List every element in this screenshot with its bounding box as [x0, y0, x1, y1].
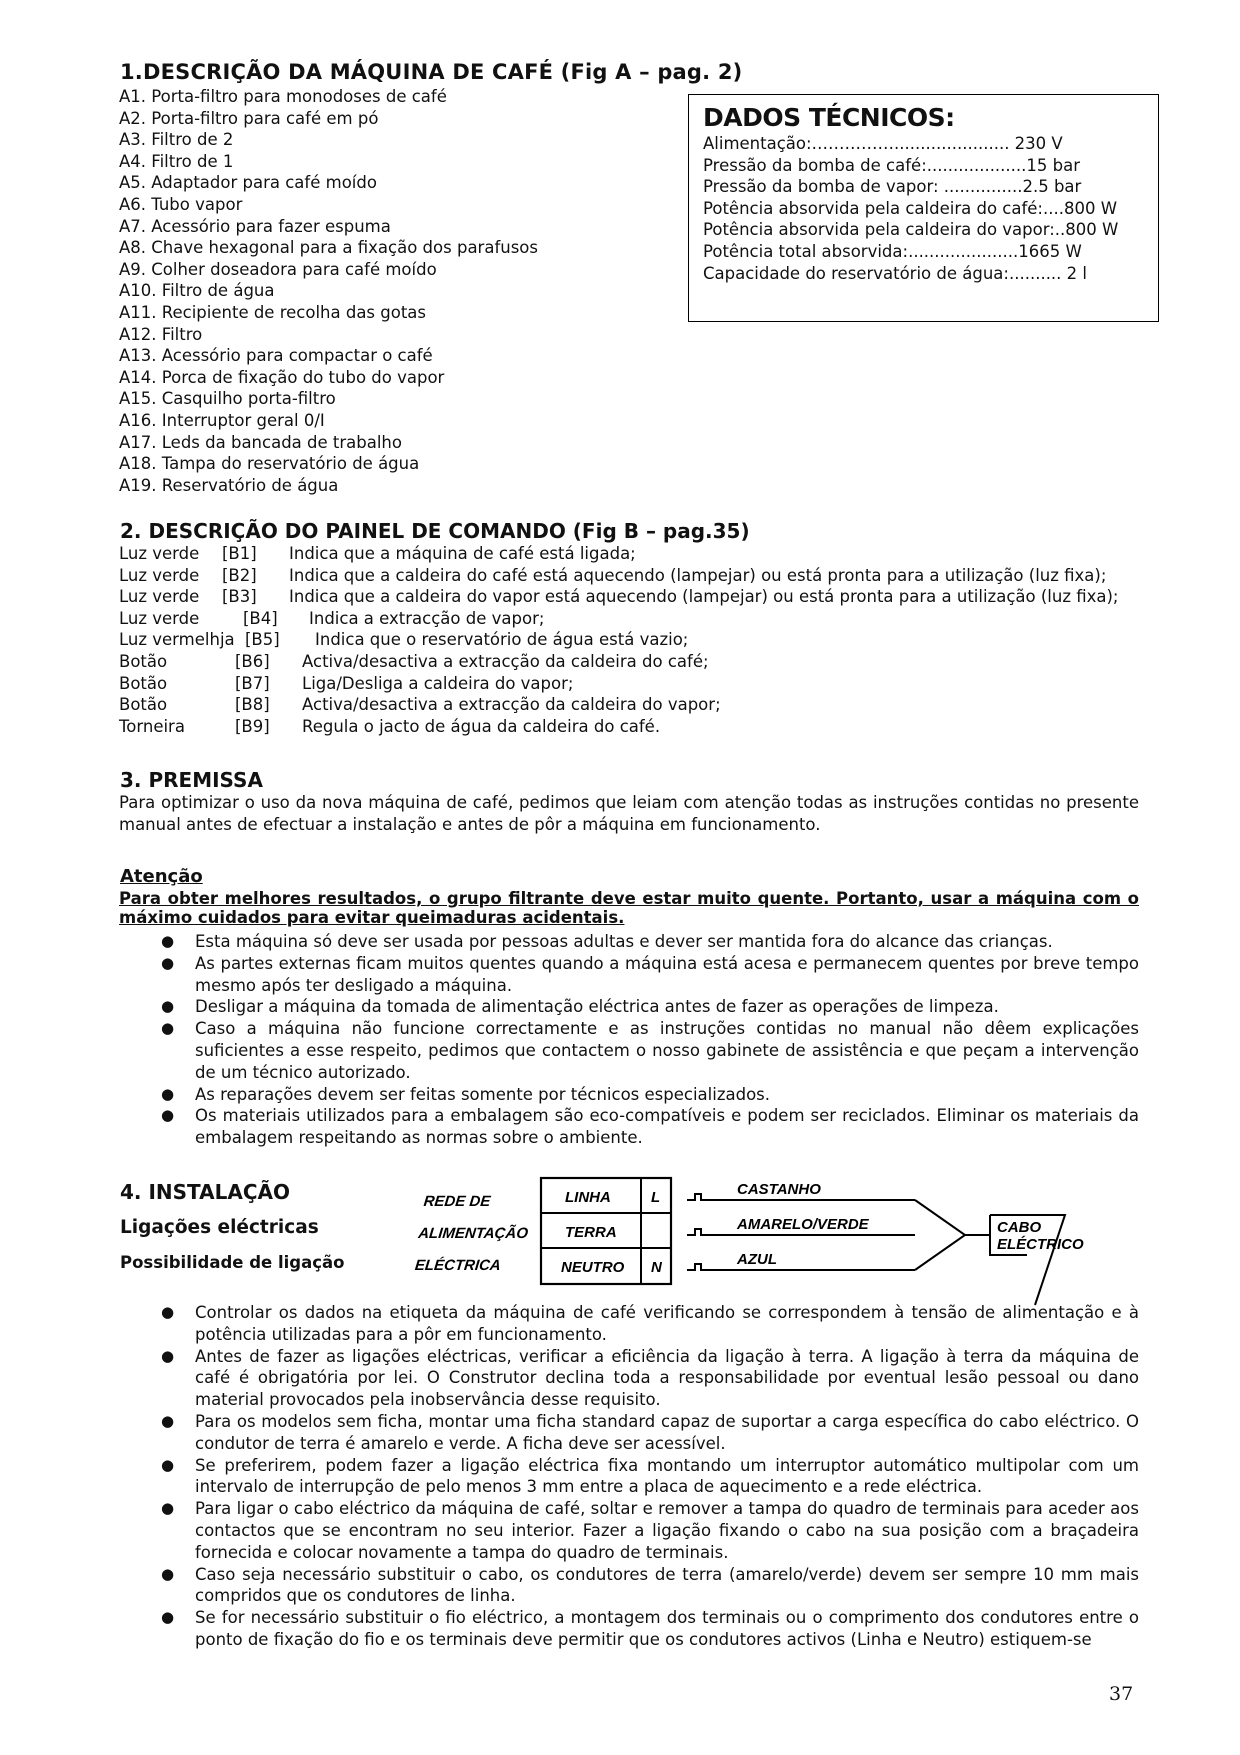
- list-item: A4. Filtro de 1: [119, 151, 234, 171]
- bullet-icon: ●: [161, 1455, 175, 1474]
- list-item: A7. Acessório para fazer espuma: [119, 216, 391, 236]
- bullet-icon: ●: [161, 1303, 175, 1321]
- row-desc: Indica a extracção de vapor;: [309, 608, 545, 628]
- row-desc: Indica que a caldeira do vapor está aquecendo (lampejar) ou está pronta para a utilização (luz fixa);: [289, 587, 1119, 607]
- row-type: Luz verde: [119, 544, 200, 563]
- list-item: A19. Reservatório de água: [119, 475, 339, 495]
- table-row: [119, 608, 545, 630]
- row-desc: Indica que a caldeira do café está aquecendo (lampejar) ou está pronta para a utilização (luz fixa);: [289, 565, 1107, 585]
- table-row: [119, 543, 636, 565]
- bullet-icon: ●: [161, 1346, 175, 1365]
- list-item: A11. Recipiente de recolha das gotas: [119, 302, 427, 322]
- bullet-icon: ●: [161, 932, 175, 950]
- bullet-icon: ●: [161, 1608, 175, 1627]
- list-item: ● Caso seja necessário substituir o cabo, os condutores de terra (amarelo/verde) devem ser sempre 10 mm mais compridos que os condutores de linha.: [161, 1564, 1139, 1606]
- row-desc: Regula o jacto de água da caldeira do café.: [302, 716, 661, 736]
- tech-line: Potência absorvida pela caldeira do vapor:..800 W: [703, 220, 1119, 240]
- cable-label-line: ELÉCTRICO: [997, 1236, 1084, 1253]
- list-item: A12. Filtro: [119, 324, 203, 344]
- tech-line: Alimentação:……………...................... 230 V: [703, 134, 1063, 153]
- table-row: [119, 673, 574, 695]
- connector-icon: [687, 1264, 723, 1270]
- bullet-icon: ●: [161, 1499, 175, 1518]
- electrical-connections-heading: Ligações eléctricas: [120, 1217, 319, 1238]
- list-item: ● Se preferirem, podem fazer a ligação eléctrica fixa montando um interruptor automático multipolar com um intervalo de interrupção de pelo menos 3 mm entre a placa de aquecimento e a rede eléctrica.: [161, 1455, 1139, 1497]
- wiring-diagram: [414, 1170, 1084, 1306]
- list-item: A1. Porta-filtro para monodoses de café: [119, 87, 447, 106]
- section1-heading: 1.DESCRIÇÃO DA MÁQUINA DE CAFÉ (Fig A – pag. 2): [120, 60, 743, 84]
- list-item: A10. Filtro de água: [119, 281, 275, 301]
- table-row: [119, 716, 661, 738]
- row-code: [B6]: [235, 652, 270, 671]
- list-item: ● Antes de fazer as ligações eléctricas, verificar a eficiência da ligação à terra. A ligação à terra da máquina de café é obrigatória por lei. O Construtor declina toda a responsabilidade por eventual lesão pessoal ou dano material provocados pela inobservância desse requisito.: [161, 1346, 1139, 1410]
- terminal-letter: L: [651, 1189, 661, 1206]
- connector-icon: [687, 1229, 723, 1235]
- wire-color-label: AZUL: [737, 1251, 777, 1268]
- bullet-icon: ●: [161, 1019, 175, 1038]
- row-type: Luz verde: [119, 587, 200, 607]
- list-item: A6. Tubo vapor: [119, 194, 243, 214]
- list-item: ● Os materiais utilizados para a embalagem são eco-compatíveis e podem ser reciclados. Eliminar os materiais da embalagem respeitando as normas sobre o ambiente.: [161, 1106, 1139, 1148]
- row-code: [B3]: [222, 587, 257, 607]
- bullet-icon: ●: [161, 1106, 175, 1125]
- row-code: [B4]: [243, 608, 278, 628]
- tech-line: Capacidade do reservatório de água:.......... 2 l: [703, 263, 1087, 283]
- bullet-icon: ●: [161, 1084, 175, 1103]
- list-item: A14. Porca de fixação do tubo do vapor: [119, 367, 445, 387]
- tech-line: Potência absorvida pela caldeira do café:....800 W: [703, 198, 1118, 218]
- list-item: A18. Tampa do reservatório de água: [119, 454, 420, 474]
- attention-heading: Atenção: [120, 866, 203, 887]
- bullet-icon: ●: [161, 953, 175, 972]
- row-code: [B2]: [222, 565, 257, 585]
- premissa-paragraph: Para optimizar o uso da nova máquina de café, pedimos que leiam com atenção todas as instruções contidas no presente manual antes de efectuar a instalação e antes de pôr a máquina em funcionamento.: [119, 793, 1139, 834]
- row-code: [B7]: [235, 673, 270, 693]
- mains-label-line: ALIMENTAÇÃO: [417, 1225, 529, 1242]
- row-code: [B9]: [235, 716, 270, 736]
- attention-warning: Para obter melhores resultados, o grupo filtrante deve estar muito quente. Portanto, usar a máquina com o máximo cuidados para evitar queimaduras acidentais.: [119, 889, 1139, 927]
- list-item: A15. Casquilho porta-filtro: [119, 389, 336, 409]
- row-desc: Activa/desactiva a extracção da caldeira do vapor;: [302, 695, 721, 715]
- list-item: ● Caso a máquina não funcione correctamente e as instruções contidas no manual não dêem explicações suficientes a esse respeito, pedimos que contactem o nosso gabinete de assistência e que peçam a intervenção de um técnico autorizado.: [161, 1019, 1139, 1082]
- bullet-icon: ●: [161, 1564, 175, 1583]
- list-item: ● Para ligar o cabo eléctrico da máquina de café, soltar e remover a tampa do quadro de terminais para aceder aos contactos que se encontram no seu interior. Fazer a ligação fixando o cabo na sua posição com a braçadeira fornecida e colocar novamente a tampa do quadro de terminais.: [161, 1499, 1139, 1562]
- row-type: Torneira: [119, 716, 185, 736]
- list-item: A2. Porta-filtro para café em pó: [119, 108, 379, 128]
- connector-icon: [687, 1194, 723, 1200]
- connector-icons: [687, 1194, 723, 1270]
- terminal-name: NEUTRO: [561, 1259, 625, 1276]
- row-type: Luz vermelhja: [119, 630, 235, 650]
- wire-color-label: CASTANHO: [737, 1181, 821, 1198]
- list-item: ● Esta máquina só deve ser usada por pessoas adultas e dever ser mantida fora do alcance das crianças.: [161, 932, 1053, 951]
- list-item: ● Desligar a máquina da tomada de alimentação eléctrica antes de fazer as operações de limpeza.: [161, 997, 999, 1017]
- tech-line: Pressão da bomba de vapor: ...............2.5 bar: [703, 177, 1082, 197]
- list-item: ● As reparações devem ser feitas somente por técnicos especializados.: [161, 1084, 771, 1104]
- row-code: [B8]: [235, 695, 270, 715]
- list-item: ● Se for necessário substituir o fio eléctrico, a montagem dos terminais ou o comprimento dos condutores entre o ponto de fixação do fio e os terminais deve permitir que os condutores activos (Linha e Neutro) estiquem-se: [161, 1608, 1139, 1649]
- list-item: A3. Filtro de 2: [119, 130, 234, 150]
- row-type: Luz verde: [119, 608, 200, 628]
- row-type: Botão: [119, 695, 168, 715]
- table-row: [119, 629, 689, 651]
- list-item: A16. Interruptor geral 0/I: [119, 410, 325, 430]
- connection-possibility-heading: Possibilidade de ligação: [120, 1253, 345, 1272]
- list-item: A5. Adaptador para café moído: [119, 173, 377, 193]
- attention-bullets: [161, 931, 1139, 1149]
- technical-data-box: [688, 94, 1159, 322]
- table-row: [119, 565, 1107, 587]
- mains-label-line: ELÉCTRICA: [414, 1257, 502, 1274]
- list-item: A8. Chave hexagonal para a fixação dos parafusos: [119, 238, 539, 258]
- parts-list: [119, 86, 538, 496]
- row-desc: Liga/Desliga a caldeira do vapor;: [302, 673, 574, 693]
- tech-line: Potência total absorvida:.....................1665 W: [703, 241, 1082, 261]
- list-item: ● Para os modelos sem ficha, montar uma ficha standard capaz de suportar a carga específica do cabo eléctrico. O condutor de terra é amarelo e verde. A ficha deve ser acessível.: [161, 1411, 1139, 1453]
- panel-table: [119, 543, 1139, 743]
- list-item: ● As partes externas ficam muitos quentes quando a máquina está acesa e permanecem quentes por breve tempo mesmo após ter desligado a máquina.: [161, 953, 1139, 995]
- terminal-letter: N: [651, 1259, 662, 1276]
- row-code: [B1]: [222, 544, 257, 563]
- list-item: A17. Leds da bancada de trabalho: [119, 432, 402, 452]
- tech-line: Pressão da bomba de café:...................15 bar: [703, 155, 1081, 175]
- cable-label-line: CABO: [997, 1219, 1042, 1236]
- terminal-name: LINHA: [565, 1189, 611, 1206]
- row-type: Botão: [119, 673, 168, 693]
- table-row: [119, 694, 721, 716]
- row-type: Luz verde: [119, 565, 200, 585]
- mains-label-line: REDE DE: [422, 1193, 492, 1210]
- row-desc: Indica que a máquina de café está ligada;: [289, 544, 636, 563]
- row-code: [B5]: [245, 630, 280, 650]
- table-row: [119, 586, 1119, 608]
- technical-data-title: DADOS TÉCNICOS:: [703, 103, 955, 132]
- list-item: A13. Acessório para compactar o café: [119, 346, 433, 366]
- bullet-icon: ●: [161, 997, 175, 1016]
- page-number: 37: [1109, 1683, 1134, 1705]
- section2-heading: 2. DESCRIÇÃO DO PAINEL DE COMANDO (Fig B – pag.35): [120, 519, 750, 543]
- terminal-name: TERRA: [565, 1224, 617, 1241]
- section3-heading: 3. PREMISSA: [120, 768, 263, 792]
- list-item: ● Controlar os dados na etiqueta da máquina de café verificando se correspondem à tensão de alimentação e à potência utilizadas para a pôr em funcionamento.: [161, 1303, 1139, 1344]
- wire-color-label: AMARELO/VERDE: [737, 1216, 869, 1233]
- table-row: [119, 651, 709, 673]
- bullet-icon: ●: [161, 1411, 175, 1430]
- row-desc: Indica que o reservatório de água está vazio;: [315, 630, 689, 650]
- row-desc: Activa/desactiva a extracção da caldeira do café;: [302, 652, 709, 671]
- row-type: Botão: [119, 652, 168, 671]
- list-item: A9. Colher doseadora para café moído: [119, 259, 437, 279]
- section4-heading: 4. INSTALAÇÃO: [120, 1180, 291, 1204]
- installation-bullets: [161, 1302, 1139, 1651]
